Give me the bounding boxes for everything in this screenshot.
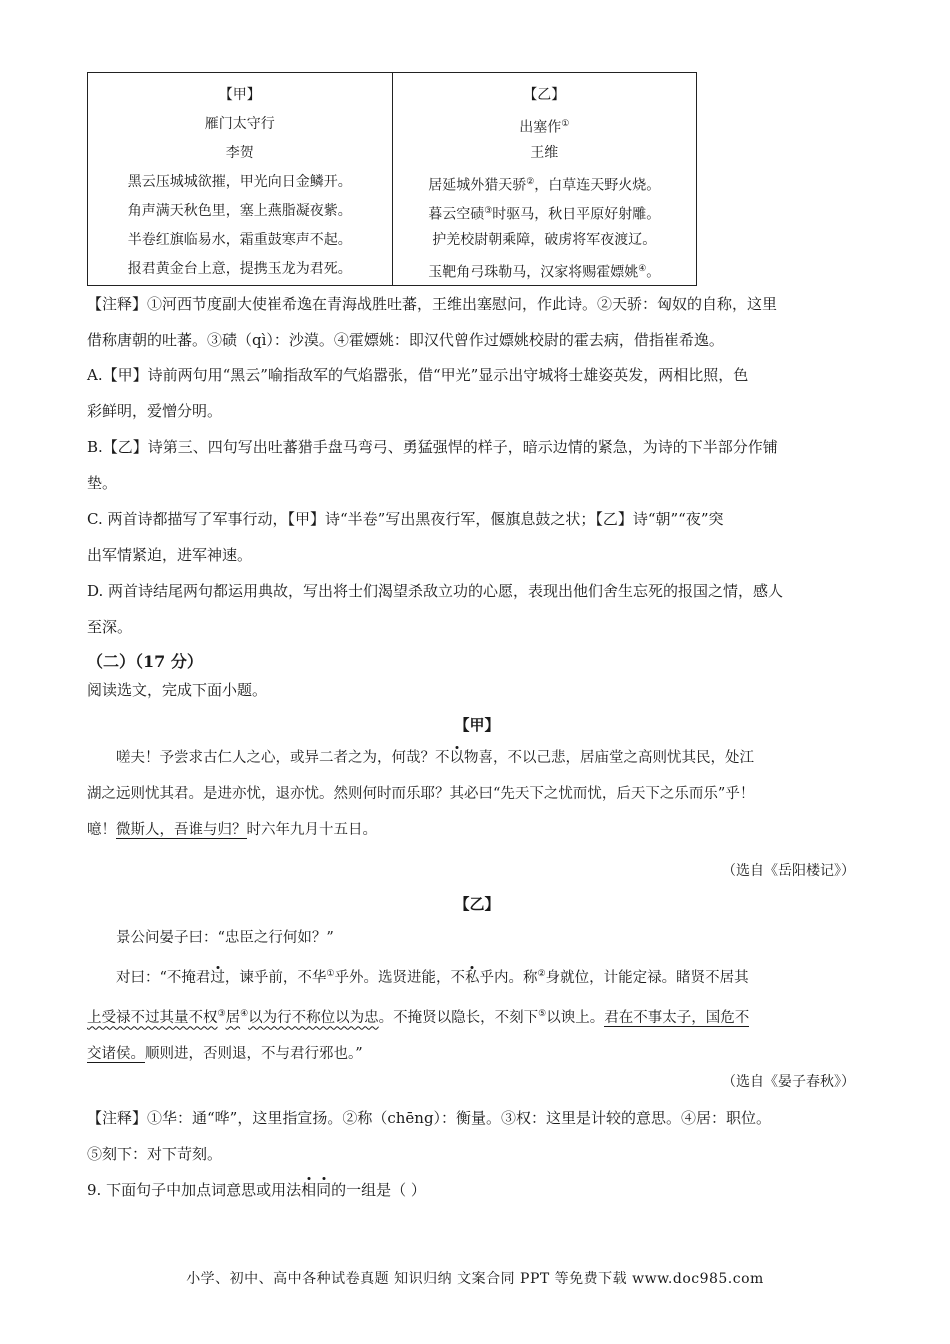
poem-yi-line — [393, 255, 697, 284]
footnote-marker: ② — [537, 969, 546, 979]
dotted-character: 私 — [465, 969, 480, 986]
question-9-text — [87, 1172, 867, 1208]
poem-yi-text: 时驱马，秋日平原好射雕。 — [492, 206, 661, 223]
note-line: 【注释】①河西节度副大使崔希逸在青海战胜吐蕃，王维出塞慰问，作此诗。②天骄：匈奴的自称，这里 — [87, 295, 778, 313]
poem-yi-title-text: 出塞作 — [519, 119, 562, 136]
note-line: 借称唐朝的吐蕃。③碛（qì）：沙漠。④霍嫖姚：即汉代曾作过嫖姚校尉的霍去病，借指崔希逸。 — [87, 331, 724, 349]
passage-line — [87, 996, 867, 1036]
poem-jia-column — [88, 73, 392, 285]
poem-jia-tag: 【甲】 — [218, 87, 261, 103]
poem-notes — [87, 286, 867, 358]
footnote-marker: ③ — [217, 1008, 226, 1019]
passage-jia — [87, 740, 867, 848]
poem-yi-tag: 【乙】 — [523, 87, 566, 103]
passage-question: 景公问晏子曰：“忠臣之行何如？” — [116, 930, 334, 946]
passage-jia-tag: 【甲】 — [454, 716, 500, 734]
footnote-marker: ① — [561, 119, 570, 129]
passage-text: 物喜，不以己悲，居庙堂之高则忧其民，处江 — [464, 750, 754, 766]
poem-yi-line — [393, 197, 697, 226]
page-footer: 小学、初中、高中各种试卷真题 知识归纳 文案合同 PPT 等免费下载 www.doc985.com — [186, 1271, 764, 1287]
passage-text: 乎外。选贤进能，不 — [334, 969, 465, 986]
poem-yi-line — [393, 168, 697, 197]
poem-yi-text: 玉靶角弓珠勒马，汉家将赐霍嫖姚 — [428, 264, 639, 281]
passage-line — [87, 812, 867, 848]
question-9 — [87, 1172, 867, 1208]
option-a-line: 彩鲜明，爱憎分明。 — [87, 402, 223, 420]
wavy-underlined-text: 上受禄不过其量不权 — [87, 1009, 218, 1026]
footnote-marker: ② — [526, 177, 535, 187]
passage-line: 湖之远则忧其君。是进亦忧，退亦忧。然则何时而乐耶？其必曰“先天下之忧而忧，后天下之乐而乐”乎！ — [87, 786, 755, 802]
poem-jia-line: 半卷红旗临易水，霜重鼓寒声不起。 — [127, 232, 352, 248]
option-c-line: C. 两首诗都描写了军事行动，【甲】诗“半卷”写出黑夜行军，偃旗息鼓之状；【乙】诗“朝”“夜”突 — [87, 510, 724, 528]
passage-line — [87, 956, 867, 996]
footnote-marker: ④ — [638, 264, 647, 274]
option-b-line: 垫。 — [87, 474, 118, 492]
passage-text: 乎内。称 — [479, 969, 538, 986]
passage-text: ，谏乎前，不华 — [224, 969, 327, 986]
passage-jia-source: （选自《岳阳楼记》） — [722, 863, 855, 879]
section-2-header — [87, 648, 867, 704]
poem-jia-line: 报君黄金台上意，提携玉龙为君死。 — [127, 261, 352, 277]
answer-options — [87, 357, 867, 645]
option-b-line: B.【乙】诗第三、四句写出吐蕃猎手盘马弯弓、勇猛强悍的样子，暗示边情的紧急，为诗的下半部分作铺 — [87, 438, 778, 456]
poem-comparison-table — [87, 72, 697, 286]
section-2-heading: （二）（17 分） — [87, 652, 203, 671]
passage-yi — [87, 920, 867, 1072]
poem-yi-text: 。 — [646, 264, 661, 281]
wavy-underlined-text: 居 — [225, 1009, 241, 1026]
wavy-underlined-text: 以为行不称位以为忠 — [248, 1009, 379, 1026]
dotted-character: 以 — [449, 750, 464, 766]
poem-yi-line: 护羌校尉朝乘障，破虏将军夜渡辽。 — [432, 232, 657, 248]
question-text: 的一组是（ ） — [331, 1181, 426, 1199]
poem-yi-text: ，白草连天野火烧。 — [534, 177, 661, 194]
poem-jia-title: 雁门太守行 — [204, 116, 275, 132]
poem-yi-author: 王维 — [530, 145, 559, 161]
poem-jia-author: 李贺 — [225, 145, 254, 161]
passage-text: 顺则进，否则退，不与君行邪也。” — [145, 1045, 363, 1062]
footnote-marker: ⑤ — [538, 1008, 547, 1019]
passage-line — [87, 1036, 867, 1072]
poem-yi-column — [392, 73, 697, 285]
dotted-character: 过 — [210, 969, 225, 986]
passage-text: 嗟夫！予尝求古仁人之心，或异二者之为，何哉？不 — [116, 750, 450, 766]
dotted-character: 同 — [316, 1181, 332, 1199]
option-c-line: 出军情紧迫，进军神速。 — [87, 546, 253, 564]
underlined-sentence: 君在不事太子，国危不 — [604, 1009, 750, 1026]
poem-yi-text: 居延城外猎天骄 — [428, 177, 527, 194]
passage-yi-tag: 【乙】 — [454, 895, 500, 913]
option-d-line: D. 两首诗结尾两句都运用典故，写出将士们渴望杀敌立功的心愿，表现出他们舍生忘死的报国之情，感人 — [87, 582, 784, 600]
poem-jia-line: 角声满天秋色里，塞上燕脂凝夜紫。 — [127, 203, 352, 219]
footnote-marker: ④ — [240, 1008, 249, 1019]
poem-yi-text: 暮云空碛 — [428, 206, 485, 223]
option-a-line: A.【甲】诗前两句用“黑云”喻指敌军的气焰嚣张，借“甲光”显示出守城将士雄姿英发，两相比照，色 — [87, 366, 749, 384]
passage-text: 时六年九月十五日。 — [246, 822, 377, 838]
passage-yi-source: （选自《晏子春秋》） — [722, 1074, 855, 1090]
dotted-character: 相 — [301, 1181, 317, 1199]
passage-line — [87, 740, 867, 776]
note-line: ⑤刻下：对下苛刻。 — [87, 1145, 223, 1163]
section-2-instruction: 阅读选文，完成下面小题。 — [87, 681, 268, 699]
passage-text: 对曰：“不掩君 — [116, 969, 211, 986]
underlined-sentence: 微斯人，吾谁与归？ — [116, 822, 247, 838]
passage-text: 身就位，计能定禄。睹贤不居其 — [545, 969, 749, 986]
underlined-sentence: 交诸侯。 — [87, 1045, 145, 1062]
passage-text: 。不掩贤以隐长，不刻下 — [378, 1009, 539, 1026]
passage-text: 噫！ — [87, 822, 116, 838]
footnote-marker: ③ — [484, 206, 493, 216]
passage-text: 以谀上。 — [546, 1009, 605, 1026]
poem-jia-line: 黑云压城城欲摧，甲光向日金鳞开。 — [127, 174, 352, 190]
question-text: 9. 下面句子中加点词意思或用法 — [87, 1181, 302, 1199]
option-d-line: 至深。 — [87, 618, 133, 636]
poem-yi-title — [393, 110, 697, 139]
note-line: 【注释】①华：通“哗”，这里指宣扬。②称（chēng）：衡量。③权：这里是计较的意思。④居：职位。 — [87, 1109, 772, 1127]
passage-notes — [87, 1100, 867, 1172]
footnote-marker: ① — [326, 969, 335, 979]
